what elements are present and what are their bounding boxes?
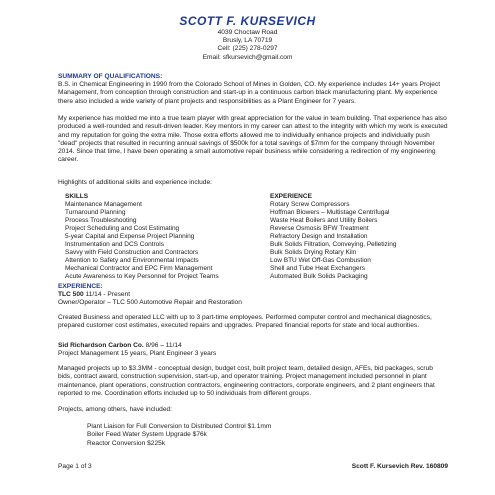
resume-name: SCOTT F. KURSEVICH — [179, 14, 316, 28]
address-line-2: Brusly, LA 70719 — [222, 37, 273, 45]
experience-heading: EXPERIENCE: — [58, 283, 103, 290]
experience-item: Shell and Tube Heat Exchangers — [270, 265, 366, 272]
project-item: Reactor Conversion $225k — [87, 439, 166, 447]
skills-heading: SKILLS — [65, 193, 89, 200]
cell-phone: Cell: (225) 278-0297 — [217, 45, 278, 53]
experience-item: Refractory Design and Installation — [270, 233, 368, 240]
job-1-description: Created Business and operated LLC with up to 3 part-time employees. Performed computer control and mechanical diagnostics, prepared customer cost estimates, executed repairs and upgrades. Prepared financial reports for state and local authorities. — [58, 314, 432, 330]
skill-item: Acute Awareness to Key Personnel for Project Teams — [65, 273, 219, 280]
projects-list — [87, 423, 271, 448]
experience-item: Automated Bulk Solids Packaging — [270, 273, 368, 280]
summary-paragraph-2: My experience has molded me into a true team player with great appreciation for the value in team building. That experience has also produced a well-rounded and result-driven leader. Key mentors in my career can attest to the integrity with which my work is executed and my reputation for going the extra mile. Those extra efforts allowed me to individually enhance projects and individually push "dead" projects that resulted in recurring annual savings of $500k for a total savings of $7mm for the company through November 2014. Since that time, I have been operating a small automotive repair business while considering a redirection of my engineering career. — [58, 115, 448, 164]
experience-item: Bulk Solids Filtration, Conveying, Pelletizing — [270, 241, 397, 248]
highlights-intro: Highlights of additional skills and experience include: — [58, 179, 212, 186]
skill-item: 5-year Capital and Expense Project Planning — [65, 233, 195, 240]
skill-item: Mechanical Contractor and EPC Firm Management — [65, 265, 213, 272]
address-line-1: 4039 Choctaw Road — [217, 29, 278, 36]
job-1-title: TLC 500 — [58, 291, 84, 298]
project-item: Plant Liaison for Full Conversion to Distributed Control $1.1mm — [87, 423, 272, 430]
summary-heading: SUMMARY OF QUALIFICATIONS: — [58, 73, 163, 80]
skill-item: Savvy with Field Construction and Contractors — [65, 249, 199, 256]
job-2-description: Managed projects up to $3.3MM - conceptual design, budget cost, built project team, detailed design, AFEs, bid packages, scrub bids, contract award, construction supervision, start-up, and operator training. Project management included personnel in plant maintenance, plant operations, construction contractors, engineering contractors, corporate engineers, and 2 plant engineers that reported to me. Coordination efforts included up to 50 individuals from different groups. — [58, 365, 435, 397]
experience-list-heading: EXPERIENCE — [270, 193, 312, 200]
experience-item: Hoffman Blowers – Multistage Centrifugal — [270, 209, 390, 216]
job-1-role: Owner/Operator – TLC 500 Automotive Repair and Restoration — [58, 299, 242, 306]
job-2-title: Sid Richardson Carbon Co. — [58, 342, 144, 349]
experience-column — [270, 193, 460, 281]
page-number: Page 1 of 3 — [58, 463, 92, 470]
skill-item: Attention to Safety and Environmental Impacts — [65, 257, 199, 264]
experience-item: Low BTU Wet Off-Gas Combustion — [270, 257, 371, 264]
experience-item: Waste Heat Boilers and Utility Boilers — [270, 217, 378, 224]
project-item: Boiler Feed Water System Upgrade $76k — [87, 431, 207, 439]
contact-block — [0, 29, 495, 62]
skill-item: Process Troubleshooting — [65, 217, 137, 224]
skill-item: Instrumentation and DCS Controls — [65, 241, 164, 248]
email: Email: sfkursevich@gmail.com — [202, 53, 293, 61]
summary-paragraph-1: B.S. in Chemical Engineering in 1990 from the Colorado School of Mines in Golden, CO. My experience includes 14+ years Project Management, from conception through construction and start-up in a continuous carbon black manufacturing plant. My experience there also included a wide variety of plant projects and responsibilities as a Plant Engineer for 7 years. — [58, 81, 441, 105]
projects-intro: Projects, among others, have included: — [58, 406, 172, 413]
skill-item: Maintenance Management — [65, 201, 142, 208]
revision-label: Scott F. Kursevich Rev. 160809 — [351, 463, 448, 470]
job-2-role: Project Management 15 years, Plant Engineer 3 years — [58, 350, 217, 357]
experience-item: Rotary Screw Compressors — [270, 201, 350, 208]
experience-item: Reverse Osmosis BFW Treatment — [270, 225, 369, 232]
skill-item: Project Scheduling and Cost Estimating — [65, 225, 180, 232]
experience-item: Bulk Solids Drying Rotary Kiln — [270, 249, 357, 256]
job-1-dates: 11/14 - Present — [83, 291, 131, 298]
skills-column — [65, 193, 265, 281]
job-2-dates: 8/96 – 11/14 — [143, 342, 182, 349]
skill-item: Turnaround Planning — [65, 209, 126, 216]
